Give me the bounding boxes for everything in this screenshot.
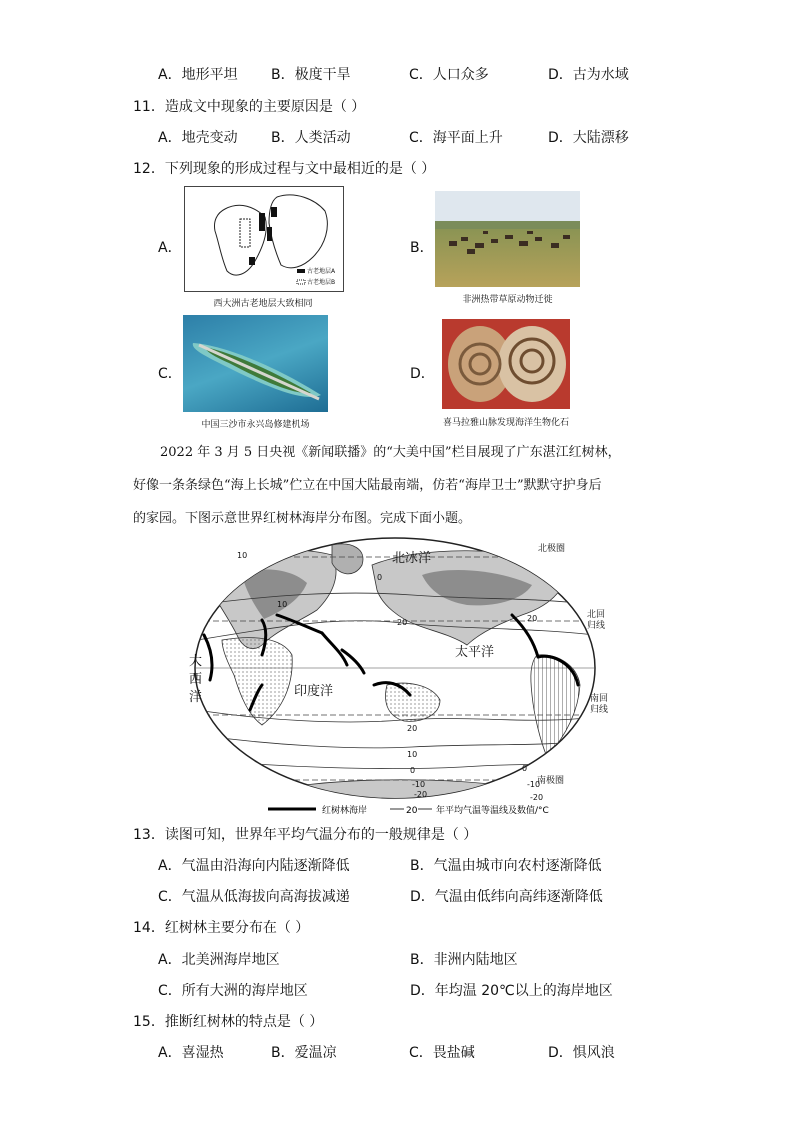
q11-stem: 11．造成文中现象的主要原因是（ ）: [133, 99, 366, 115]
passage-2: [133, 469, 663, 502]
q12-letter-c: C．: [158, 366, 182, 382]
label-tropic-north-2: 归线: [587, 621, 606, 631]
island-icon: [183, 315, 328, 412]
q12-stem-row: [0, 158, 794, 180]
q11-option-a: A．地壳变动: [158, 130, 238, 146]
isotherm-label: 20: [527, 614, 538, 623]
q12-caption-b: 非洲热带草原动物迁徙: [462, 295, 553, 305]
passage-line-1: 2022 年 3 月 5 日央视《新闻联播》的“大美中国”栏目展现了广东湛江红树林，: [160, 445, 621, 460]
legend-isotherm-sample: 20: [406, 806, 418, 816]
q12-letter-a: A．: [158, 240, 182, 256]
q13-stem-row: [0, 824, 794, 846]
label-indian-ocean: 印度洋: [294, 684, 334, 699]
q10-option-b: B．极度干旱: [271, 67, 351, 83]
q15-option-d: D．惧风浪: [548, 1045, 615, 1061]
q11-options: [0, 127, 794, 149]
label-atlantic-3: 洋: [189, 690, 203, 705]
q15-options: [0, 1042, 794, 1064]
isotherm-label: -10: [412, 780, 426, 789]
mangrove-world-map: [182, 535, 612, 820]
q11-option-b: B．人类活动: [271, 130, 351, 146]
isotherm-label: 10: [277, 600, 288, 609]
q10-options: [0, 64, 794, 86]
q13-option-b: B．气温由城市向农村逐渐降低: [410, 858, 602, 874]
passage-line-3: 的家园。下图示意世界红树林海岸分布图。完成下面小题。: [133, 511, 472, 526]
q12-stem: 12．下列现象的形成过程与文中最相近的是（ ）: [133, 161, 436, 177]
q14-options-2: [0, 980, 794, 1002]
q10-option-c: C．人口众多: [409, 67, 489, 83]
q14-stem: 14．红树林主要分布在（ ）: [133, 920, 310, 936]
q14-option-c: C．所有大洲的海岸地区: [158, 983, 308, 999]
q15-option-b: B．爱温凉: [271, 1045, 337, 1061]
q15-option-c: C．畏盐碱: [409, 1045, 475, 1061]
ammonite-fossil-icon: [442, 319, 570, 409]
q14-stem-row: [0, 917, 794, 939]
isotherm-label: -10: [527, 780, 541, 789]
q13-option-a: A．气温由沿海向内陆逐渐降低: [158, 858, 350, 874]
world-map-svg: [182, 535, 612, 820]
q12-caption-a: 西大洲古老地层大致相同: [213, 299, 313, 309]
legend-isotherm-label: 年平均气温等温线及数值/°C: [436, 806, 549, 816]
q13-option-d: D．气温由低纬向高纬逐渐降低: [410, 889, 603, 905]
q13-stem: 13．读图可知，世界年平均气温分布的一般规律是（ ）: [133, 827, 478, 843]
label-arctic-ocean: 北冰洋: [392, 551, 432, 566]
q14-option-b: B．非洲内陆地区: [410, 952, 518, 968]
label-antarctic-circle: 南极圈: [537, 776, 565, 786]
label-pacific-ocean: 太平洋: [455, 645, 495, 660]
q14-option-d: D．年均温 20℃以上的海岸地区: [410, 983, 613, 999]
q15-option-a: A．喜湿热: [158, 1045, 224, 1061]
q13-options-2: [0, 886, 794, 908]
isotherm-label: -20: [414, 790, 428, 799]
herd-icon: [435, 191, 580, 287]
label-tropic-south-2: 归线: [590, 705, 609, 715]
isotherm-label: 10: [237, 551, 248, 560]
label-arctic-circle: 北极圈: [538, 544, 566, 554]
q14-option-a: A．北美洲海岸地区: [158, 952, 280, 968]
label-atlantic-2: 西: [189, 672, 203, 687]
label-atlantic-1: 大: [189, 654, 203, 669]
q12-image-c-island-airport: [183, 315, 328, 412]
q13-option-c: C．气温从低海拔向高海拔减递: [158, 889, 350, 905]
isotherm-label: 20: [407, 724, 418, 733]
legend-mangrove-label: 红树林海岸: [322, 806, 368, 816]
q12-letter-d: D．: [410, 366, 435, 382]
passage-line-2: 好像一条条绿色“海上长城”伫立在中国大陆最南端，仿若“海岸卫士”默默守护身后: [133, 478, 602, 493]
q15-stem: 15．推断红树林的特点是（ ）: [133, 1014, 324, 1030]
q11-stem-row: [0, 96, 794, 118]
passage-3: [133, 502, 663, 535]
q12-image-a-continents: [184, 186, 344, 292]
q10-option-a: A．地形平坦: [158, 67, 238, 83]
legend-layer-a: 古老地层A: [307, 268, 336, 275]
q12-caption-d: 喜马拉雅山脉发现海洋生物化石: [442, 418, 569, 428]
q12-caption-c: 中国三沙市永兴岛修建机场: [201, 420, 310, 430]
q11-option-d: D．大陆漂移: [548, 130, 629, 146]
q12-letter-b: B．: [410, 240, 434, 256]
q13-options-1: [0, 855, 794, 877]
isotherm-label: 0: [522, 764, 528, 773]
q15-stem-row: [0, 1011, 794, 1033]
q12-image-d-fossil: [442, 319, 570, 409]
q11-option-c: C．海平面上升: [409, 130, 503, 146]
label-tropic-south: 南回: [590, 694, 609, 704]
isotherm-label: -20: [530, 793, 544, 802]
q14-options-1: [0, 949, 794, 971]
continent-outline-icon: [185, 187, 343, 291]
isotherm-label: 20: [397, 618, 408, 627]
isotherm-label: 0: [410, 766, 416, 775]
isotherm-label: 0: [377, 573, 383, 582]
label-tropic-north: 北回: [587, 610, 606, 620]
legend-layer-b: 古老地层B: [307, 279, 336, 286]
isotherm-label: 10: [407, 750, 418, 759]
passage: [133, 436, 663, 469]
q10-option-d: D．古为水域: [548, 67, 629, 83]
q12-image-b-savanna: [435, 191, 580, 287]
